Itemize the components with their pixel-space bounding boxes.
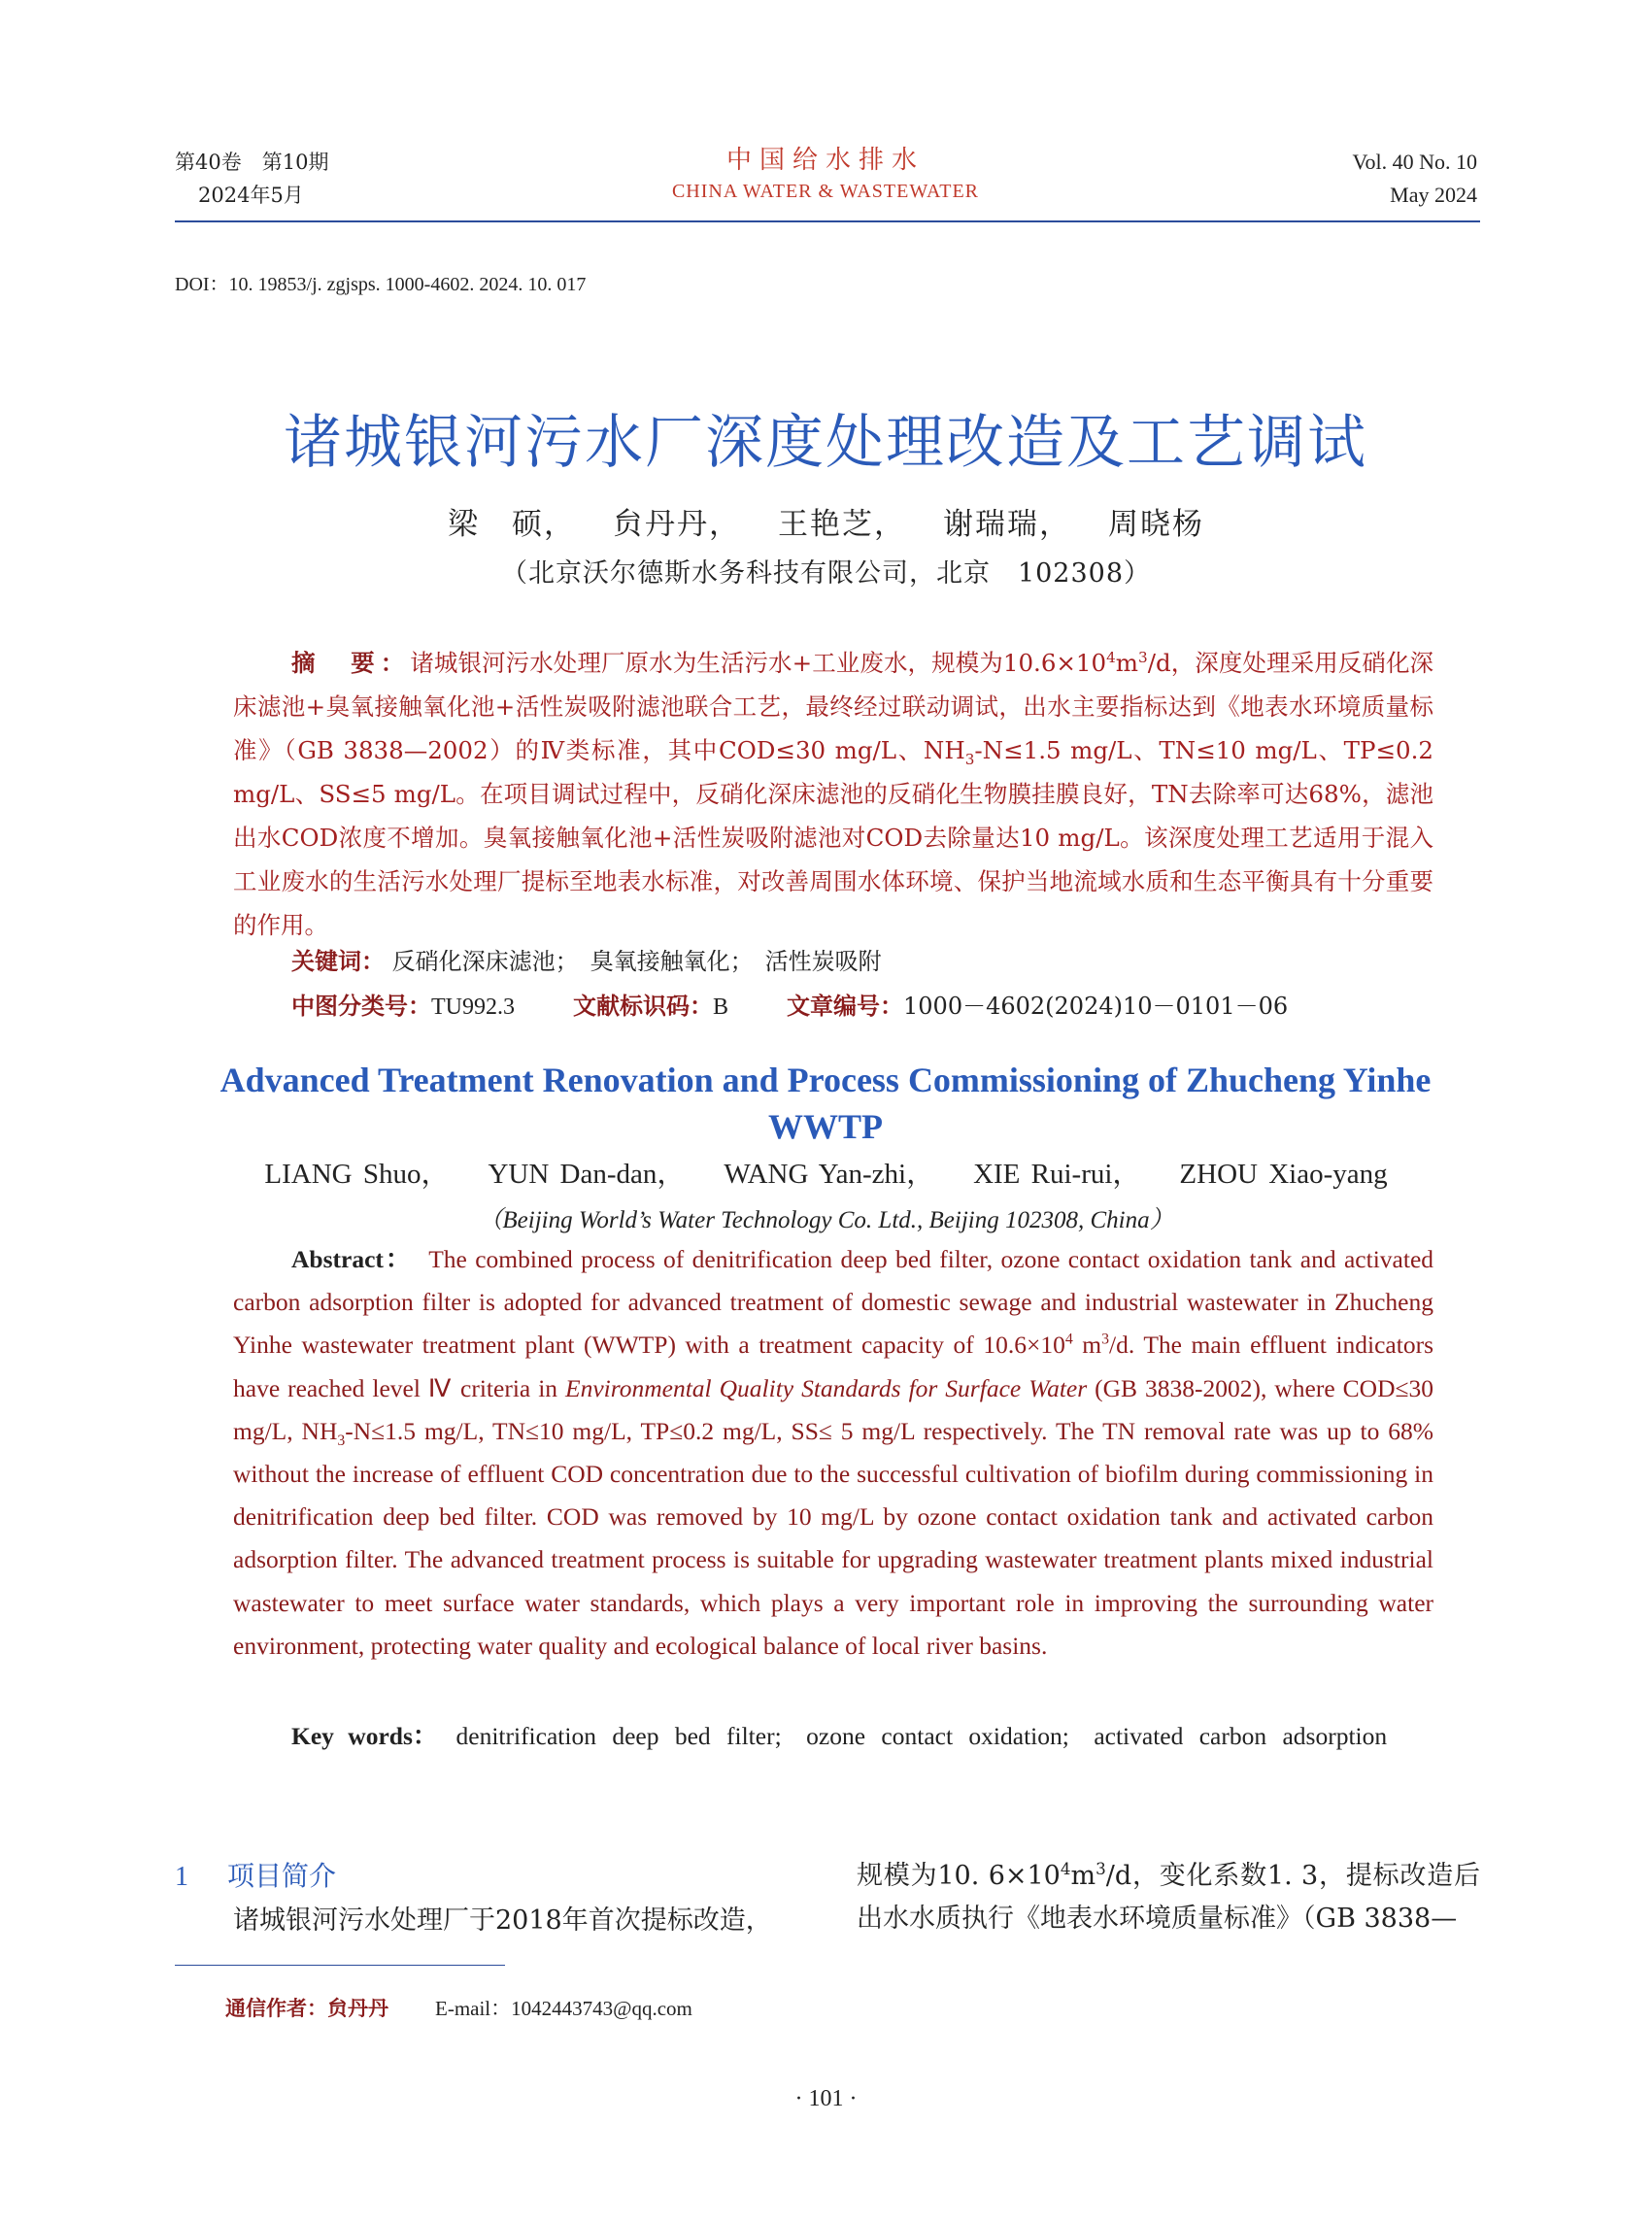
issue-date-en: May 2024 xyxy=(1390,183,1477,207)
keywords-en-label: Key words： xyxy=(291,1722,438,1750)
issue-date-cn: 2024年5月 xyxy=(198,184,304,207)
abstract-en-text: (GB 3838-2002), where COD≤30 mg/L, NH xyxy=(233,1373,1434,1445)
superscript: 3 xyxy=(1138,648,1148,666)
volume-issue: 第40卷 第10期 xyxy=(175,151,329,174)
doc-code-value: B xyxy=(713,995,729,1020)
clc-label: 中图分类号： xyxy=(291,993,431,1020)
footnote-rule xyxy=(175,1965,505,1966)
body-text: m xyxy=(1070,1861,1096,1891)
authors-en xyxy=(0,1152,1652,1192)
abstract-en-text: m xyxy=(1072,1331,1102,1360)
superscript: 4 xyxy=(1060,1859,1071,1878)
body-text: 规模为10. 6×10 xyxy=(857,1861,1061,1891)
article-number-value: 1000－4602(2024)10－0101－06 xyxy=(903,993,1289,1020)
corresponding-author: 通信作者：贠丹丹 xyxy=(225,1997,388,2020)
author-cn: 梁 硕， xyxy=(448,507,576,542)
paper-title-en: Advanced Treatment Renovation and Process Commissioning of Zhucheng Yinhe WWTP xyxy=(219,1061,1432,1146)
author-en: YUN Dan-dan， xyxy=(488,1159,686,1190)
clc-value: TU992.3 xyxy=(431,995,515,1020)
abstract-cn-text: m xyxy=(1115,649,1139,677)
body-text-left-column: 诸城银河污水处理厂于2018年首次提标改造， xyxy=(233,1905,772,1936)
paper-title-cn: 诸城银河污水厂深度处理改造及工艺调试 xyxy=(284,409,1367,477)
article-number-label: 文章编号： xyxy=(787,993,904,1020)
abstract-cn-text: -N≤1.5 mg/L、TN≤10 mg/L、TP≤0.2 mg/L、SS≤5 mg/L。在项目调试过程中，反硝化深床滤池的反硝化生物膜挂膜良好，TN去除率可达68%，滤池出水COD浓度不增加。臭氧接触氧化池+活性炭吸附滤池对COD去除量达10 mg/L。该深度处理工艺适用于混入工业废水的生活污水处理厂提标至地表水标准，对改善周围水体环境、保护当地流域水质和生态平衡具有十分重要的作用。 xyxy=(233,736,1434,939)
journal-name-cn: 中国给水排水 xyxy=(725,146,925,175)
body-text-right-column xyxy=(857,1855,1480,1940)
standard-title-italic: Environmental Quality Standards for Surface Water xyxy=(565,1373,1088,1402)
section-number: 1 xyxy=(175,1862,188,1892)
page-number: · 101 · xyxy=(794,2086,858,2111)
author-en: ZHOU Xiao-yang xyxy=(1179,1159,1388,1190)
journal-volume-en xyxy=(1352,146,1477,212)
affiliation-cn: （北京沃尔德斯水务科技有限公司，北京 102308） xyxy=(500,558,1152,589)
abstract-en-text: The combined process of denitrification deep bed filter, ozone contact oxidation tank and activated carbon adsorption filter is adopted for advanced treatment of domestic sewage and industrial wastewater in Zhucheng Yinhe wastewater treatment plant (WWTP) with a treatment capacity of 10.6×10 xyxy=(233,1245,1434,1360)
author-cn: 周晓杨 xyxy=(1108,507,1204,542)
abstract-en-text: /d. The main effluent indicators have reached level Ⅳ criteria in xyxy=(233,1331,1433,1402)
classification-cn xyxy=(291,987,1288,1021)
keywords-en xyxy=(233,1715,1433,1758)
keywords-en-text: denitrification deep bed filter; ozone contact oxidation; activated carbon adsorption xyxy=(455,1722,1388,1750)
superscript: 3 xyxy=(1101,1331,1110,1348)
volume-issue-en: Vol. 40 No. 10 xyxy=(1352,150,1477,174)
keywords-cn xyxy=(291,942,882,976)
author-cn: 谢瑞瑞， xyxy=(943,507,1071,542)
email: E-mail：1042443743@qq.com xyxy=(435,1997,692,2020)
journal-volume-info xyxy=(175,146,328,212)
superscript: 4 xyxy=(1106,648,1116,666)
author-en: LIANG Shuo， xyxy=(264,1159,450,1190)
keywords-cn-text: 反硝化深床滤池； 臭氧接触氧化； 活性炭吸附 xyxy=(391,948,882,975)
abstract-en-label: Abstract： xyxy=(291,1245,413,1273)
doi: DOI：10. 19853/j. zgjsps. 1000-4602. 2024. 10. 017 xyxy=(175,274,587,295)
author-cn: 贠丹丹， xyxy=(613,507,741,542)
author-en: XIE Rui-rui， xyxy=(973,1159,1141,1190)
section-heading xyxy=(175,1855,336,1894)
subscript: 3 xyxy=(337,1432,346,1449)
subscript: 3 xyxy=(964,750,975,768)
abstract-cn-label: 摘 要： xyxy=(291,649,411,677)
abstract-cn xyxy=(233,641,1433,947)
journal-name-en: CHINA WATER & WASTEWATER xyxy=(671,181,980,202)
superscript: 3 xyxy=(1096,1859,1106,1878)
superscript: 4 xyxy=(1064,1331,1073,1348)
affiliation-en: （Beijing World’s Water Technology Co. Ltd., Beijing 102308, China） xyxy=(478,1207,1174,1233)
footnote xyxy=(225,1993,692,2022)
body-text: /d，变化系数1. 3，提标改造后出水水质执行《地表水环境质量标准》（GB 3838— xyxy=(857,1861,1480,1934)
header-rule xyxy=(175,220,1480,222)
abstract-en-text: -N≤1.5 mg/L, TN≤10 mg/L, TP≤0.2 mg/L, SS≤ 5 mg/L respectively. The TN removal rate was up to 68% without the increase of effluent COD concentration due to the successful cultivation of biofilm during commissioning in denitrification deep bed filter. COD was removed by 10 mg/L by ozone contact oxidation tank and activated carbon adsorption filter. The advanced treatment process is suitable for upgrading wastewater treatment plants mixed industrial wastewater to meet surface water standards, which plays a very important role in improving the surrounding water environment, protecting water quality and ecological balance of local river basins. xyxy=(233,1416,1433,1660)
authors-cn xyxy=(0,499,1652,543)
author-en: WANG Yan-zhi， xyxy=(724,1159,935,1190)
author-cn: 王艳芝， xyxy=(778,507,906,542)
keywords-cn-label: 关键词： xyxy=(291,948,385,975)
abstract-cn-text: 诸城银河污水处理厂原水为生活污水+工业废水，规模为10.6×10 xyxy=(410,649,1107,677)
journal-name xyxy=(583,144,1068,206)
abstract-en xyxy=(233,1238,1433,1668)
section-title: 项目简介 xyxy=(227,1860,337,1892)
abstract-cn-text: /d，深度处理采用反硝化深床滤池+臭氧接触氧化池+活性炭吸附滤池联合工艺，最终经过联动调试，出水主要指标达到《地表水环境质量标准》（GB 3838—2002）的Ⅳ类标准，其中COD≤30 mg/L、NH xyxy=(233,649,1434,764)
doc-code-label: 文献标识码： xyxy=(573,993,713,1020)
